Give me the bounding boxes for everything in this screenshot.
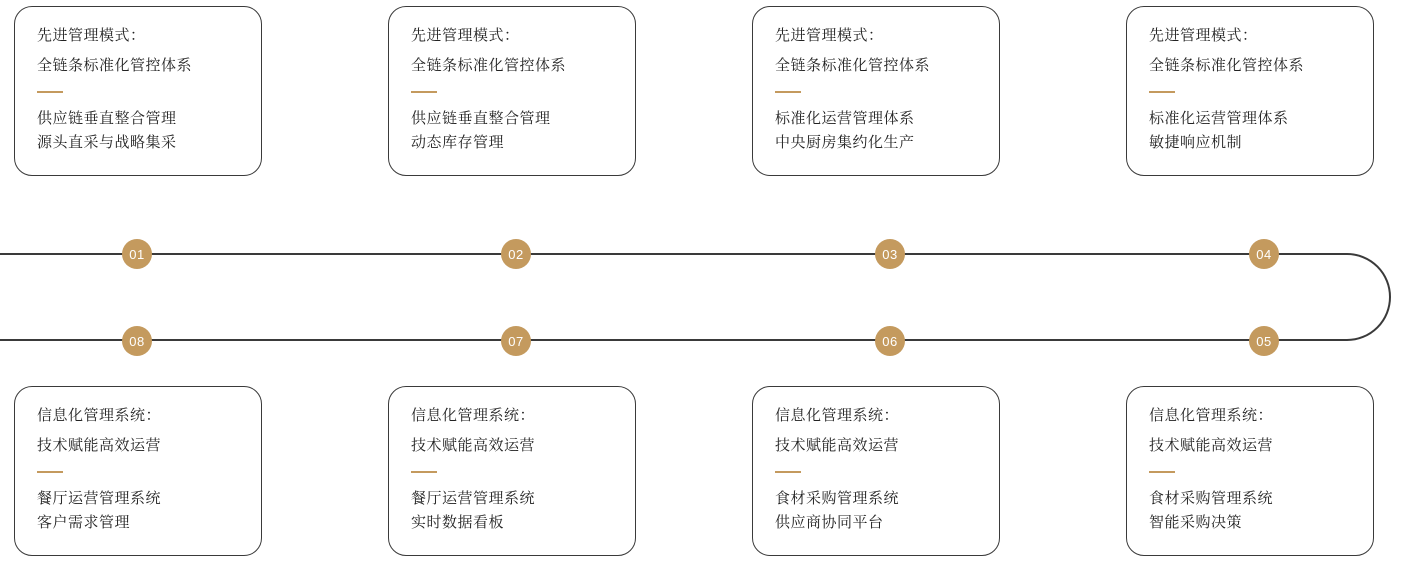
card-line: 供应链垂直整合管理 <box>37 110 177 127</box>
divider-rule <box>37 91 63 93</box>
card-title: 先进管理模式： <box>775 27 884 44</box>
bottom-card-3 <box>752 386 1000 556</box>
card-title: 先进管理模式： <box>411 27 520 44</box>
card-line: 标准化运营管理体系 <box>775 110 915 127</box>
timeline-node-04[interactable]: 04 <box>1249 239 1279 269</box>
timeline-track <box>0 225 1409 370</box>
card-subtitle: 全链条标准化管控体系 <box>37 57 193 74</box>
top-card-4 <box>1126 6 1374 176</box>
timeline-path <box>0 254 1390 340</box>
card-title: 信息化管理系统： <box>1149 407 1274 424</box>
card-line: 动态库存管理 <box>411 134 505 151</box>
divider-rule <box>411 91 437 93</box>
divider-rule <box>411 471 437 473</box>
card-subtitle: 技术赋能高效运营 <box>1149 437 1274 454</box>
timeline-node-08[interactable]: 08 <box>122 326 152 356</box>
card-title: 信息化管理系统： <box>37 407 162 424</box>
card-title: 先进管理模式： <box>37 27 146 44</box>
card-line: 食材采购管理系统 <box>775 490 900 507</box>
card-line: 智能采购决策 <box>1149 514 1243 531</box>
divider-rule <box>1149 91 1175 93</box>
divider-rule <box>1149 471 1175 473</box>
card-title: 信息化管理系统： <box>775 407 900 424</box>
timeline-node-02[interactable]: 02 <box>501 239 531 269</box>
card-title: 信息化管理系统： <box>411 407 536 424</box>
card-subtitle: 技术赋能高效运营 <box>775 437 900 454</box>
card-line: 敏捷响应机制 <box>1149 134 1243 151</box>
timeline-node-03[interactable]: 03 <box>875 239 905 269</box>
card-subtitle: 技术赋能高效运营 <box>37 437 162 454</box>
card-title: 先进管理模式： <box>1149 27 1258 44</box>
card-line: 食材采购管理系统 <box>1149 490 1274 507</box>
card-subtitle: 全链条标准化管控体系 <box>775 57 931 74</box>
timeline-node-01[interactable]: 01 <box>122 239 152 269</box>
card-line: 源头直采与战略集采 <box>37 134 177 151</box>
card-line: 餐厅运营管理系统 <box>37 490 162 507</box>
card-line: 中央厨房集约化生产 <box>775 134 915 151</box>
card-subtitle: 全链条标准化管控体系 <box>1149 57 1305 74</box>
card-line: 供应链垂直整合管理 <box>411 110 551 127</box>
card-line: 标准化运营管理体系 <box>1149 110 1289 127</box>
top-card-2 <box>388 6 636 176</box>
timeline-node-05[interactable]: 05 <box>1249 326 1279 356</box>
divider-rule <box>775 91 801 93</box>
timeline-node-06[interactable]: 06 <box>875 326 905 356</box>
card-line: 餐厅运营管理系统 <box>411 490 536 507</box>
bottom-card-1 <box>14 386 262 556</box>
card-line: 供应商协同平台 <box>775 514 884 531</box>
card-line: 客户需求管理 <box>37 514 131 531</box>
divider-rule <box>775 471 801 473</box>
bottom-card-2 <box>388 386 636 556</box>
card-subtitle: 技术赋能高效运营 <box>411 437 536 454</box>
top-card-3 <box>752 6 1000 176</box>
bottom-card-4 <box>1126 386 1374 556</box>
top-card-1 <box>14 6 262 176</box>
card-line: 实时数据看板 <box>411 514 505 531</box>
timeline-node-07[interactable]: 07 <box>501 326 531 356</box>
card-subtitle: 全链条标准化管控体系 <box>411 57 567 74</box>
divider-rule <box>37 471 63 473</box>
